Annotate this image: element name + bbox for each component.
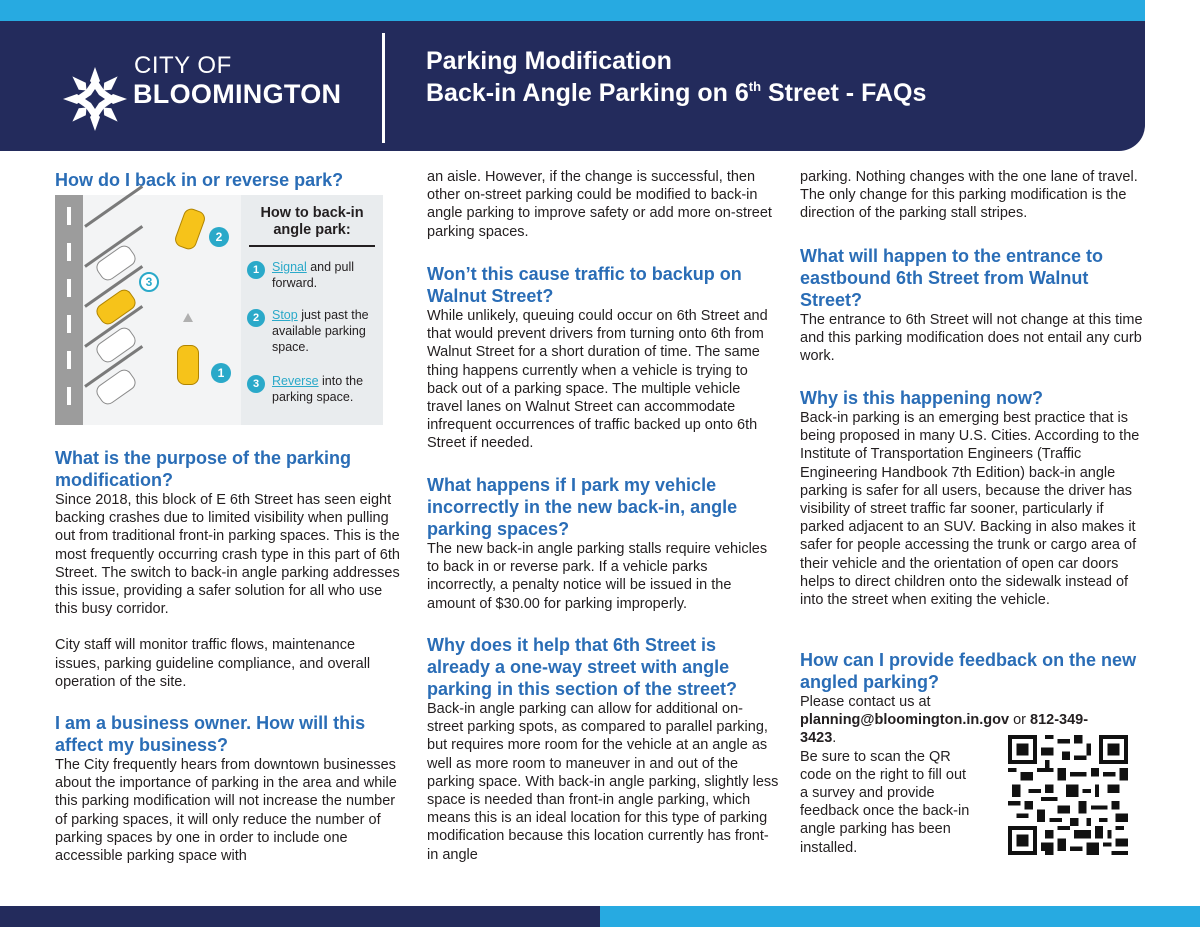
faq-question-traffic-backup: Won’t this cause traffic to backup on Walnut Street? [427,264,742,306]
footer-stripe-light [600,906,1200,927]
back-in-parking-diagram [55,195,383,425]
car-pulling-forward-icon [177,345,199,385]
arrow-up-icon [183,313,193,322]
instructions-title: How to back-in angle park: [260,205,364,238]
title-line-2 [426,77,926,109]
step-keyword: Stop [272,308,298,322]
faq-answer-one-way-continued: parking. Nothing changes with the one lane of travel. The only change for this parking modification is the direction of the parking stall stripes. [800,169,1138,222]
faq-question-back-in: How do I back in or reverse park? [55,170,344,190]
lane-dash [67,351,71,369]
header-divider [382,33,385,143]
faq-question-entrance: What will happen to the entrance to eastbound 6th Street from Walnut Street? [800,246,1104,310]
contact-text: or [1009,712,1030,729]
faq-answer-business: The City frequently hears from downtown businesses about the importance of parking in the area and while this parking modification will not increase the number of parking spaces, it will only reduce the number of parking spaces by one in order to include one accessible parking space with [55,757,397,865]
step-text: into the parking space. [272,374,364,404]
street-lane [55,195,83,425]
faq-answer-why-now: Back-in parking is an emerging best practice that is being proposed in many U.S. Cities. According to the Institute of Transportation Engineers (Traffic Engineering Handbook 7th Edition) back-in angle parking is safer for all users, because the driver has visibility of street traffic far sooner, particularly if parked adjacent to an SUV. Backing in also makes it safer for people accessing the trunk or cargo area of their vehicle and the orientation of open car doors helps to direct children onto the sidewalk instead of into the street when exiting the vehicle. [800,410,1140,609]
footer-stripe-dark [0,906,600,927]
logo-text-city-of: CITY OF [134,52,232,79]
step-badge-2: 2 [209,227,229,247]
page-header [0,21,1145,151]
city-logo-icon [62,66,128,132]
faq-answer-purpose-p1: Since 2018, this block of E 6th Street has seen eight backing crashes due to limited visibility when pulling out from traditional front-in parking spaces. This is the most frequently occurring crash type in this part of 6th Street. The switch to back-in angle parking addresses this issue, providing a safer solution for all who use this busy corridor. [55,492,400,618]
lane-dash [67,279,71,297]
step-badge-1: 1 [211,363,231,383]
page-title [426,45,926,109]
step-number: 1 [247,261,265,279]
instructions-divider [249,245,375,247]
faq-question-why-now: Why is this happening now? [800,388,1043,408]
faq-question-incorrect-parking: What happens if I park my vehicle incorrectly in the new back-in, angle parking spaces? [427,475,738,539]
faq-answer-entrance: The entrance to 6th Street will not change at this time and this parking modification does not entail any curb work. [800,312,1143,365]
faq-answer-traffic-backup: While unlikely, queuing could occur on 6th Street and that would prevent drivers from turning onto 6th from Walnut Street for a short duration of time. The same thing happens currently when a vehicle is trying to back out of a parking space. The multiple vehicle travel lanes on Walnut Street can accommodate infrequent occurrences of traffic backed up onto 6th Street if needed. [427,308,768,452]
lane-dash [67,315,71,333]
lane-dash [67,207,71,225]
faq-answer-one-way: Back-in angle parking can allow for additional on-street parking spots, as compared to parallel parking, but requires more room for the vehicle at an angle as well as more room to maneuver in and out of the parking space. With back-in angle parking, slightly less space is needed than front-in angle parking, which means this is an ideal location for this type of parking modification because this location currently has front-in angle [427,701,779,863]
top-accent-stripe [0,0,1145,21]
logo-text-bloomington: BLOOMINGTON [133,79,342,109]
faq-answer-business-continued: an aisle. However, if the change is successful, then other on-street parking could be modified to back-in angle parking to improve safety or add more on-street parking spaces. [427,169,772,240]
step-badge-3: 3 [139,272,159,292]
faq-question-one-way: Why does it help that 6th Street is already a one-way street with angle parking in this section of the street? [427,635,738,699]
step-number: 2 [247,309,265,327]
qr-instructions: Be sure to scan the QR code on the right to fill out a survey and provide feedback once the back-in angle parking has been installed. [800,748,970,856]
faq-question-business: I am a business owner. How will this affect my business? [55,713,366,755]
contact-text: Please contact us at [800,694,931,710]
step-keyword: Reverse [272,374,319,388]
qr-code-icon[interactable] [1008,735,1128,855]
contact-text: . [832,730,837,747]
step-text: and pull forward. [272,260,355,290]
faq-question-purpose: What is the purpose of the parking modification? [55,448,352,490]
contact-email-link[interactable]: planning@bloomington.in.gov [800,712,1010,729]
title-line-2-post: Street - FAQs [761,79,927,107]
lane-dash [67,387,71,405]
step-text: just past the available parking space. [272,308,369,354]
title-line-1: Parking Modification [426,47,672,75]
lane-dash [67,243,71,261]
step-keyword: Signal [272,260,307,274]
title-superscript: th [748,79,762,94]
step-number: 3 [247,375,265,393]
title-line-2-pre: Back-in Angle Parking on 6 [426,79,749,107]
faq-answer-incorrect-parking: The new back-in angle parking stalls require vehicles to back in or reverse park. If a vehicle parks incorrectly, a penalty notice will be issued in the amount of $30.00 for parking improperly. [427,541,768,612]
instructions-panel [241,195,383,425]
faq-answer-purpose-p2: City staff will monitor traffic flows, maintenance issues, parking guideline compliance, and overall operation of the site. [55,637,371,690]
faq-question-feedback: How can I provide feedback on the new angled parking? [800,650,1137,692]
contact-phone: 812-349-3423 [800,712,1089,747]
